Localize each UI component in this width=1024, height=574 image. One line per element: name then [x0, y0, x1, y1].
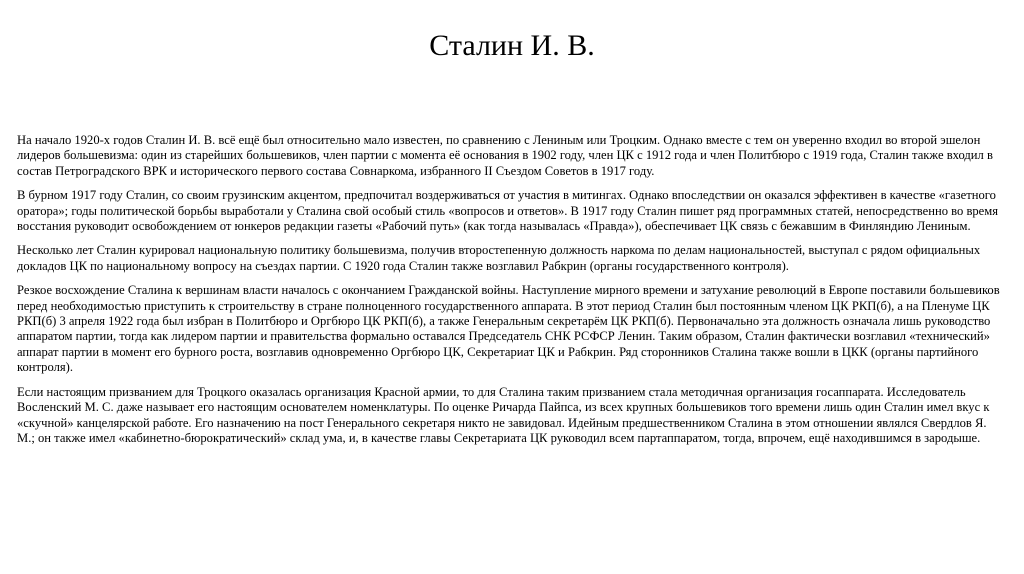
paragraph-5: Если настоящим призванием для Троцкого оказалась организация Красной армии, то для Сталина таким призванием стала методичная организация госаппарата. Исследователь Восленский М. С. даже называет его настоящим основателем номенклатуры. По оценке Ричарда Пайпса, из всех крупных большевиков того времени лишь один Сталин имел вкус к «скучной» канцелярской работе. Его назначению на пост Генерального секретаря никто не завидовал. Идейным предшественником Сталина в этом отношении являлся Свердлов Я. М.; он также имел «кабинетно-бюрократический» склад ума, и, в качестве главы Секретариата ЦК руководил всем партаппаратом, тогда, впрочем, ещё находившимся в зародыше. [17, 384, 990, 445]
paragraph-1: На начало 1920-х годов Сталин И. В. всё ещё был относительно мало известен, по сравнению с Лениным или Троцким. Однако вместе с тем он уверенно входил во второй эшелон лидеров большевизма: один из старейших большевиков, член партии с момента её основания в 1902 году, член ЦК с 1912 года и член Политбюро с 1919 года, Сталин также входил в состав Петроградского ВРК и исторического первого состава Совнаркома, избранного II Съездом Советов в 1917 году. [17, 133, 993, 178]
paragraph-4: Резкое восхождение Сталина к вершинам власти началось с окончанием Гражданской войны. Наступление мирного времени и затухание революций в Европе поставили большевиков перед необходимостью приступить к строительству в стране полноценного государственного аппарата. В этот период Сталин был постоянным членом ЦК РКП(б), а на Пленуме ЦК РКП(б) 3 апреля 1922 года был избран в Политбюро и Оргбюро ЦК РКП(б), а также Генеральным секретарём ЦК РКП(б). Первоначально эта должность означала лишь руководство аппаратом партии, тогда как лидером партии и правительства формально оставался Председатель СНК РСФСР Ленин. Таким образом, Сталин фактически возглавил «технический» аппарат партии в момент его бурного роста, возглавив одновременно Оргбюро ЦК, Секретариат ЦК и Рабкрин. Ряд сторонников Сталина также вошли в ЦКК (органы партийного контроля). [17, 283, 1000, 375]
paragraph-3: Несколько лет Сталин курировал национальную политику большевизма, получив второстепенную должность наркома по делам национальностей, выступал с рядом официальных докладов ЦК по национальному вопросу на съездах партии. С 1920 года Сталин также возглавил Рабкрин (органы государственного контроля). [17, 243, 981, 273]
paragraph-2: В бурном 1917 году Сталин, со своим грузинским акцентом, предпочитал воздерживаться от участия в митингах. Однако впоследствии он оказался эффективен в качестве «газетного оратора»; годы политической борьбы выработали у Сталина свой особый стиль «вопросов и ответов». В 1917 году Сталин пишет ряд программных статей, непосредственно во время восстания руководит освобождением от юнкеров редакции газеты «Рабочий путь» (как тогда называлась «Правда»), обеспечивает ЦК связь с бежавшим в Финляндию Лениным. [17, 188, 999, 234]
slide-title: Сталин И. В. [429, 29, 595, 62]
slide-body [17, 133, 1007, 455]
